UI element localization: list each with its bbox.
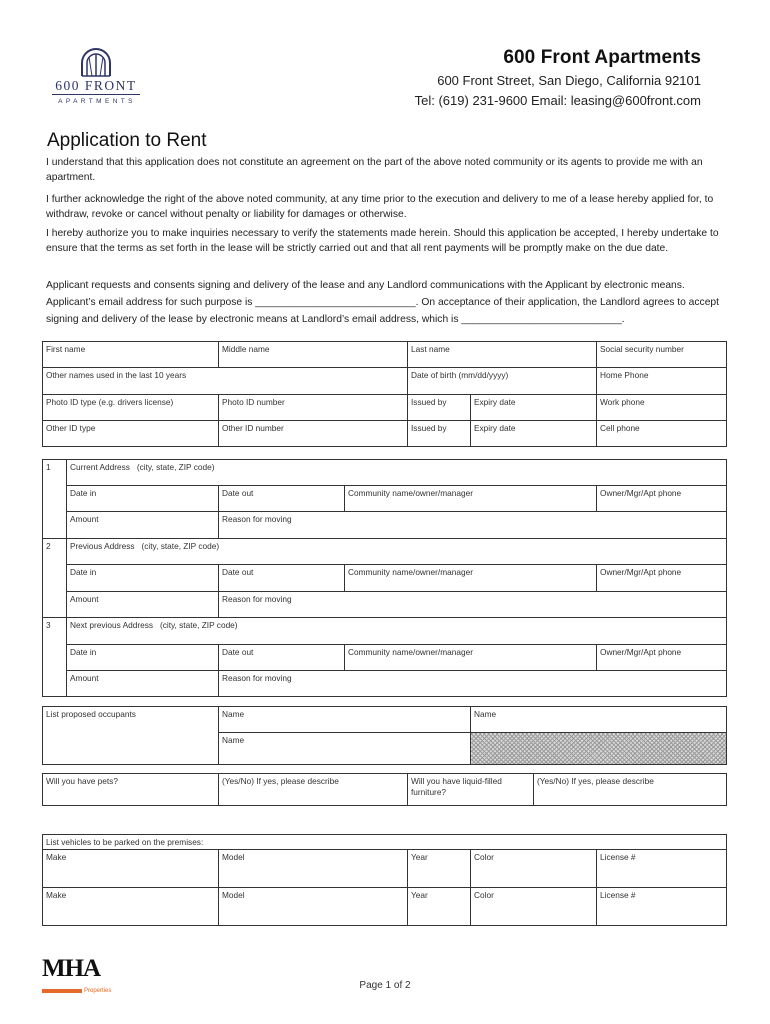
address-hint: (city, state, ZIP code): [136, 462, 215, 472]
occupant-name-field-2[interactable]: Name: [471, 707, 727, 733]
occupant-name-field-1[interactable]: Name: [219, 707, 471, 733]
reason-field[interactable]: Reason for moving: [219, 512, 727, 539]
paragraph-4: Applicant requests and consents signing and delivery of the lease and any Landlord communications with the Applicant by electronic means. Applicant’s email address for such purpose is ____________________________. On acceptance of their application, the Landlord agrees to accept signing and delivery of the lease by electronic means at Landlord’s email address, which is ____________________________.: [46, 280, 720, 325]
vehicle-2-model-field[interactable]: Model: [219, 888, 408, 926]
date-out-field[interactable]: Date out: [219, 565, 345, 592]
logo-line-1: 600 FRONT: [55, 78, 137, 93]
other-id-number-field[interactable]: Other ID number: [219, 421, 408, 447]
property-header: [415, 47, 701, 109]
vehicles-table: [42, 834, 727, 926]
reason-field[interactable]: Reason for moving: [219, 671, 727, 697]
vehicle-2-make-field[interactable]: Make: [43, 888, 219, 926]
vehicle-2-year-field[interactable]: Year: [408, 888, 471, 926]
dob-field[interactable]: Date of birth (mm/dd/yyyy): [408, 368, 597, 395]
address-history-table: [42, 459, 727, 697]
date-in-field[interactable]: Date in: [67, 565, 219, 592]
vehicle-2-license-field[interactable]: License #: [597, 888, 727, 926]
address-label: Previous Address: [70, 541, 135, 551]
paragraph-3: I hereby authorize you to make inquiries necessary to verify the statements made herein. Should this application be accepted, I hereby undertake to ensure that the terms as set forth in the lease will be strictly carried out and that all rent payments will be promptly make on the due date.: [46, 228, 719, 255]
community-field[interactable]: Community name/owner/manager: [345, 645, 597, 671]
date-out-field[interactable]: Date out: [219, 645, 345, 671]
vehicle-1-model-field[interactable]: Model: [219, 850, 408, 888]
photo-id-expiry-field[interactable]: Expiry date: [471, 395, 597, 421]
address-hint: (city, state, ZIP code): [159, 620, 238, 630]
last-name-field[interactable]: Last name: [408, 342, 597, 368]
vehicle-2-color-field[interactable]: Color: [471, 888, 597, 926]
vehicle-1-year-field[interactable]: Year: [408, 850, 471, 888]
address-hint: (city, state, ZIP code): [141, 541, 220, 551]
amount-field[interactable]: Amount: [67, 592, 219, 618]
photo-id-issued-by-field[interactable]: Issued by: [408, 395, 471, 421]
company-logo: [50, 48, 144, 110]
other-id-type-field[interactable]: Other ID type: [43, 421, 219, 447]
mha-brand-name: MHA: [42, 955, 101, 982]
owner-phone-field[interactable]: Owner/Mgr/Apt phone: [597, 645, 727, 671]
first-name-field[interactable]: First name: [43, 342, 219, 368]
mha-properties-logo: [42, 956, 120, 1000]
photo-id-type-field[interactable]: Photo ID type (e.g. drivers license): [43, 395, 219, 421]
address-number-2: 2: [43, 539, 67, 565]
occupant-name-field-3[interactable]: Name: [219, 733, 471, 765]
reason-field[interactable]: Reason for moving: [219, 592, 727, 618]
community-field[interactable]: Community name/owner/manager: [345, 486, 597, 512]
photo-id-number-field[interactable]: Photo ID number: [219, 395, 408, 421]
liquid-furniture-describe-field[interactable]: (Yes/No) If yes, please describe: [534, 774, 727, 806]
amount-field[interactable]: Amount: [67, 512, 219, 539]
current-address-field[interactable]: [67, 460, 727, 486]
logo-line-2: APARTMENTS: [58, 98, 136, 105]
pets-table: [42, 773, 727, 806]
hatched-blank-cell: [471, 733, 727, 765]
date-out-field[interactable]: Date out: [219, 486, 345, 512]
home-phone-field[interactable]: Home Phone: [597, 368, 727, 395]
date-in-field[interactable]: Date in: [67, 645, 219, 671]
amount-field[interactable]: Amount: [67, 671, 219, 697]
vehicle-1-color-field[interactable]: Color: [471, 850, 597, 888]
paragraph-2: I further acknowledge the right of the above noted community, at any time prior to the execution and delivery to me of a lease hereby applied for, to withdraw, revoke or cancel without penalty or liability for damages or otherwise.: [46, 194, 714, 221]
pets-question: Will you have pets?: [43, 774, 219, 806]
pets-describe-field[interactable]: (Yes/No) If yes, please describe: [219, 774, 408, 806]
occupants-label: List proposed occupants: [43, 707, 219, 765]
paragraph-1: I understand that this application does not constitute an agreement on the part of the above noted community or its agents to provide me with an apartment.: [46, 157, 703, 184]
date-in-field[interactable]: Date in: [67, 486, 219, 512]
owner-phone-field[interactable]: Owner/Mgr/Apt phone: [597, 565, 727, 592]
address-label: Current Address: [70, 462, 130, 472]
property-name: 600 Front Apartments: [503, 47, 701, 68]
other-id-expiry-field[interactable]: Expiry date: [471, 421, 597, 447]
community-field[interactable]: Community name/owner/manager: [345, 565, 597, 592]
other-id-issued-by-field[interactable]: Issued by: [408, 421, 471, 447]
building-arch-logo-icon: [78, 48, 114, 78]
previous-address-field[interactable]: [67, 539, 727, 565]
logo-rule: [52, 94, 140, 95]
page-number: Page 1 of 2: [359, 980, 411, 991]
page-title: Application to Rent: [47, 130, 207, 151]
ssn-field[interactable]: Social security number: [597, 342, 727, 368]
mha-brand-tagline: Properties: [84, 987, 112, 994]
owner-phone-field[interactable]: Owner/Mgr/Apt phone: [597, 486, 727, 512]
other-names-field[interactable]: Other names used in the last 10 years: [43, 368, 408, 395]
cell-phone-field[interactable]: Cell phone: [597, 421, 727, 447]
vehicle-1-license-field[interactable]: License #: [597, 850, 727, 888]
address-number-1: 1: [43, 460, 67, 486]
occupants-table: [42, 706, 727, 765]
applicant-info-table: [42, 341, 727, 447]
middle-name-field[interactable]: Middle name: [219, 342, 408, 368]
property-address: 600 Front Street, San Diego, California 92101: [437, 73, 701, 88]
property-contact: Tel: (619) 231-9600 Email: leasing@600front.com: [414, 93, 701, 108]
next-previous-address-field[interactable]: [67, 618, 727, 645]
vehicle-1-make-field[interactable]: Make: [43, 850, 219, 888]
address-label: Next previous Address: [70, 620, 154, 630]
liquid-furniture-question: Will you have liquid-filled furniture?: [408, 774, 534, 806]
work-phone-field[interactable]: Work phone: [597, 395, 727, 421]
address-number-3: 3: [43, 618, 67, 645]
vehicles-label: List vehicles to be parked on the premises:: [43, 835, 727, 850]
